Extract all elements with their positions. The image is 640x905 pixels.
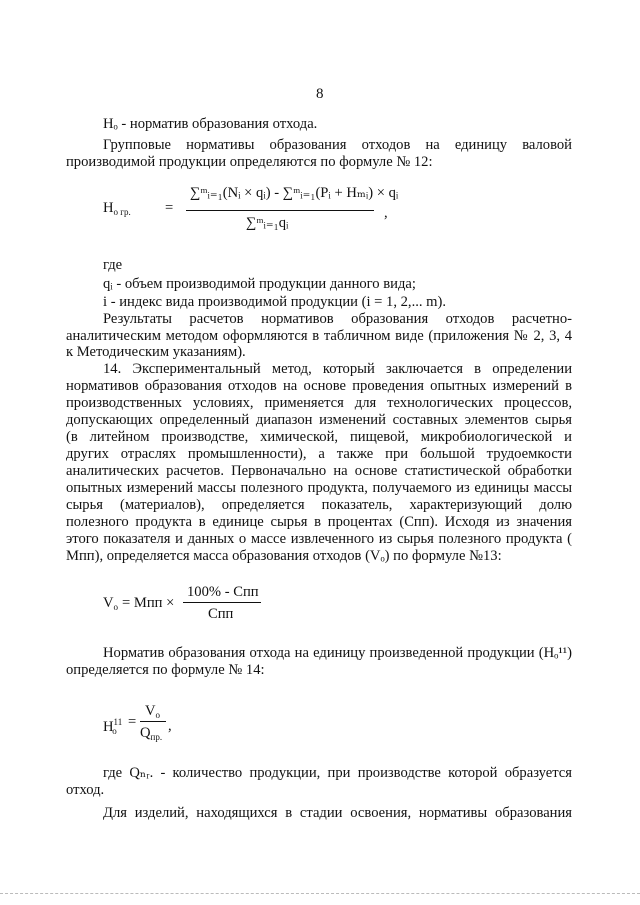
text-line: Результаты расчетов нормативов образования отходов расчетно- bbox=[103, 311, 572, 327]
text-line: Для изделий, находящихся в стадии освоения, нормативы образования bbox=[103, 805, 572, 821]
text-line: qᵢ - объем производимой продукции данного вида; bbox=[103, 276, 416, 292]
text-line: полезного продукта в единице сырья в процентах (Cпп). Исходя из значения bbox=[66, 514, 572, 530]
formula-numerator: 100% - Cпп bbox=[187, 584, 259, 600]
formula-lhs: $H_{о гр.}$ bbox=[103, 200, 131, 217]
text-line: i - индекс вида производимой продукции (i = 1, 2,... m). bbox=[103, 294, 447, 310]
formula-numerator: $V_о$ bbox=[145, 703, 161, 720]
text-line: к Методическим указаниям). bbox=[66, 344, 246, 360]
text-line: определяется по формуле № 14: bbox=[66, 662, 265, 678]
text-line: опытных измерений массы полезного продукта, получаемого из единицы массы bbox=[66, 480, 572, 496]
scan-artifact-line bbox=[0, 893, 640, 894]
text-line: производственных условиях, применяется для технологических процессов, bbox=[66, 395, 572, 411]
text-line: производимой продукции определяются по формуле № 12: bbox=[66, 154, 433, 170]
text-line: где Qₙᵣ. - количество продукции, при производстве которой образуется bbox=[103, 765, 572, 781]
formula-equals: = bbox=[128, 714, 137, 730]
text-line: отход. bbox=[66, 782, 105, 798]
text-line: других отраслях промышленности), а также при большой трудоемкости bbox=[66, 446, 572, 462]
page-number: 8 bbox=[316, 86, 324, 102]
text-line: аналитических расчетов. Первоначально на основе статистической обработки bbox=[66, 463, 572, 479]
text-line: Mпп), определяется масса образования отходов (Vₒ) по формуле №13: bbox=[66, 548, 502, 564]
formula-equals: = bbox=[165, 200, 174, 216]
fraction-bar bbox=[186, 210, 374, 211]
text-line: допускающих определенный диапазон изменений составных элементов сырья bbox=[66, 412, 572, 428]
fraction-bar bbox=[140, 721, 166, 722]
text-line: этого показателя и данных о массе извлеченного из сырья полезного продукта ( bbox=[66, 531, 572, 547]
formula-denominator: ∑ᵐᵢ₌₁qᵢ bbox=[246, 215, 289, 231]
text-line: сырья (материалов), определяется показатель, характеризующий долю bbox=[66, 497, 572, 513]
formula-lhs: $H^{11}_о$ bbox=[103, 717, 123, 736]
text-line: 14. Экспериментальный метод, который заключается в определении bbox=[103, 361, 572, 377]
formula-numerator: ∑ᵐᵢ₌₁(Nᵢ × qᵢ) - ∑ᵐᵢ₌₁(Pᵢ + Hₘᵢ) × qᵢ bbox=[190, 185, 399, 201]
formula-denominator: $Q_{пр.}$ bbox=[140, 725, 163, 742]
fraction-bar bbox=[183, 602, 261, 603]
formula-rhs: = Mпп × bbox=[122, 595, 175, 611]
text-line: Норматив образования отхода на единицу произведенной продукции (Hₒ¹¹) bbox=[103, 645, 572, 661]
formula-denominator: Cпп bbox=[208, 606, 234, 622]
text-line: (в литейном производстве, химической, пищевой, микробиологической и bbox=[66, 429, 572, 445]
text-line: Групповые нормативы образования отходов на единицу валовой bbox=[103, 137, 572, 153]
formula-lhs: $V_о$ bbox=[103, 595, 119, 612]
formula-comma: , bbox=[384, 205, 388, 221]
text-line: нормативов образования отходов на основе проведения опытных измерений в bbox=[66, 378, 572, 394]
text-line: где bbox=[103, 257, 123, 273]
text-line: Hₒ - норматив образования отхода. bbox=[103, 116, 318, 132]
text-line: аналитическим методом оформляются в табличном виде (приложения № 2, 3, 4 bbox=[66, 328, 572, 344]
formula-comma: , bbox=[168, 718, 172, 734]
